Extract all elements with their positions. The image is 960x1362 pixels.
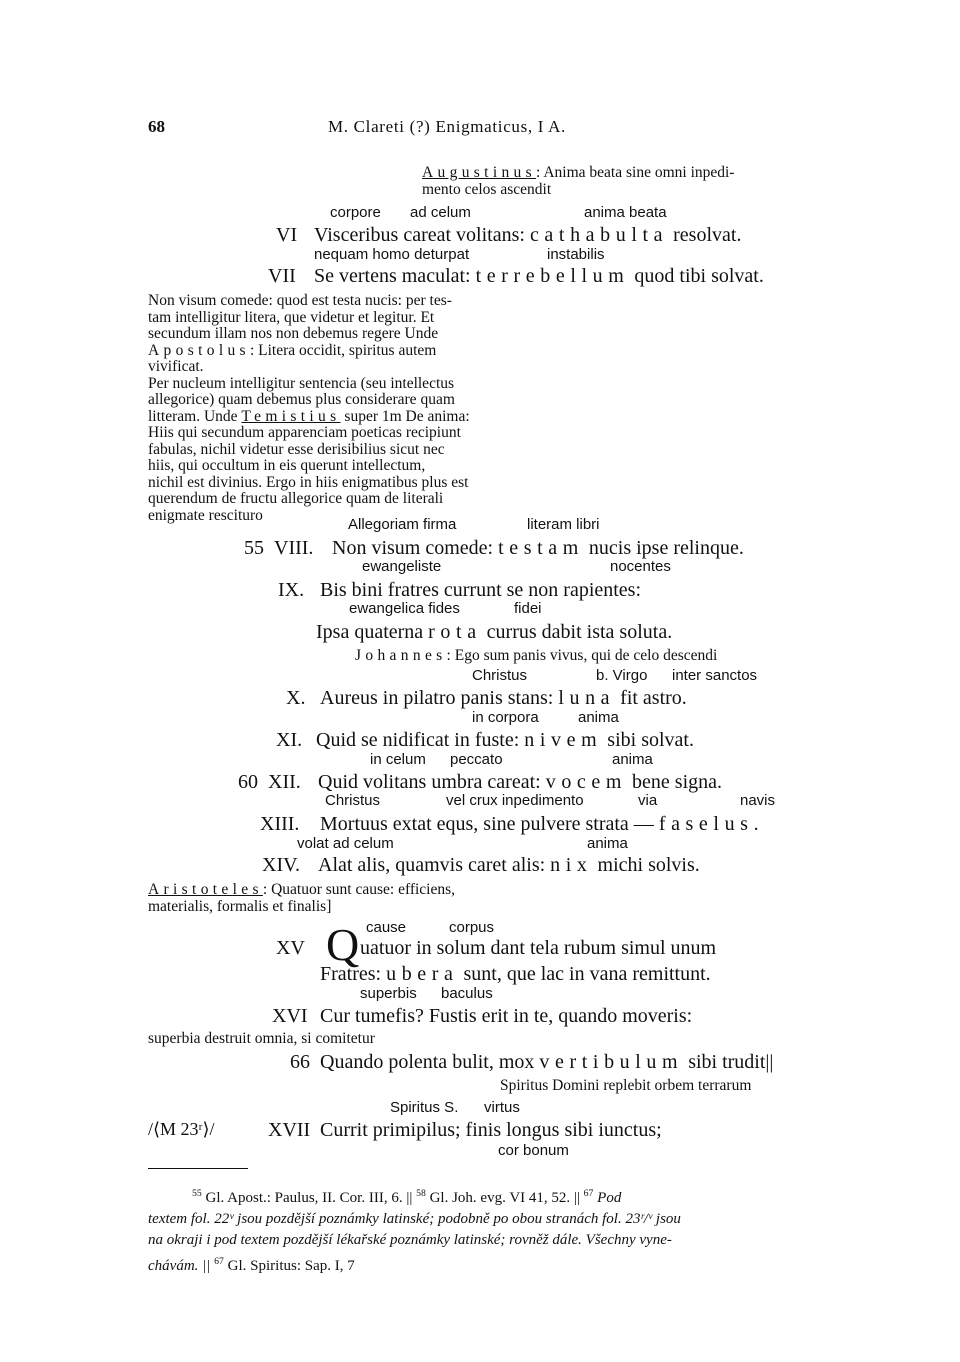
verse-vii-a: Se vertens maculat: [314,265,476,287]
verse-vii [314,266,764,286]
verse-vi-a: Visceribus careat volitans: [314,224,530,246]
commentary-line: querendum de fructu allegorice quam de literali [148,490,444,507]
verse-x-number: X. [286,687,306,709]
gloss-vii-1: nequam homo deturpat [314,246,470,263]
commentary-text: super 1m De anima: [340,407,470,425]
verse-xiv [318,855,700,875]
verse-vii-b: quod tibi solvat. [629,265,764,287]
commentary-text: litteram. Unde [148,407,242,425]
verse-vii-number: VII [268,265,296,287]
footnote-text: Gl. Apost.: Paulus, II. Cor. III, 6. || [201,1190,417,1206]
verse-xv-initial: Q [326,919,360,970]
augustinus-quote-line2: mento celos ascendit [422,181,552,198]
verse-ix-b-a: Ipsa quaterna [316,621,429,643]
verse-x [320,688,687,708]
commentary-line: tam intelligitur litera, que videtur et legitur. Et [148,308,435,326]
footnote-marker: 67 [214,1256,224,1267]
verse-xiii-number: XIII. [260,813,300,835]
verse-xvii: Currit primipilus; finis longus sibi iunctus; [320,1119,662,1141]
footnote-marker: 55 [192,1188,202,1199]
verse-xv-b [320,964,711,984]
verse-xv-b-b: sunt, que lac in vana remittunt. [458,963,711,985]
spiritus-quote: Spiritus Domini replebit orbem terrarum [500,1077,752,1094]
footnote-line: textem fol. 22ᵛ jsou pozdější poznámky latinské; podobně po obou stranách fol. 23ʳ/ᵛ jsou [148,1211,681,1227]
verse-66-key: vertibulum [539,1051,684,1073]
verse-xii [318,772,722,792]
verse-viii-b: nucis ipse relinque. [583,537,744,559]
gloss-xv-1: cause [366,919,407,936]
verse-vi-number: VI [276,224,298,246]
commentary-line: vivificat. [148,358,204,375]
verse-ix-number: IX. [278,579,305,601]
commentary-line: hiis, qui occultum in eis querunt intellectum, [148,457,426,474]
verse-ix-b-b: currus dabit ista soluta. [481,621,673,643]
superbia-note: superbia destruit omnia, si comitetur [148,1030,375,1047]
commentary-line [148,343,558,360]
gloss-xiv-1: volat ad celum [297,835,394,852]
gloss-x-1: Christus [472,667,528,684]
verse-66-b: sibi trudit|| [683,1051,774,1073]
gloss-xiii-2: vel crux inpedimento [446,792,584,809]
gloss-xii-1: in celum [370,751,426,768]
gloss-xii-3: anima [612,751,653,768]
commentary-line: allegorice) quam debemus plus considerare quam [148,391,455,408]
verse-xi [316,730,694,750]
commentary-line: secundum illam nos non debemus regere Unde [148,325,439,342]
verse-ix-b-key: rota [428,621,482,643]
footnote-rule [148,1168,248,1169]
gloss-xiii-1: Christus [325,792,381,809]
gloss-vi-1: corpore [330,204,381,221]
commentary-line: fabulas, nichil videtur esse derisibilius sicut nec [148,440,445,458]
footnote-text: Gl. Joh. evg. VI 41, 52. || [425,1190,584,1206]
verse-xi-b: sibi solvat. [602,729,694,751]
verse-66-a: Quando polenta bulit, mox [320,1051,540,1073]
gloss-viii-2: literam libri [527,516,600,533]
gloss-xvii2: cor bonum [498,1142,569,1159]
gloss-viii-1: Allegoriam firma [348,516,457,533]
footnote-line [148,1251,828,1277]
verse-xiii-a: Mortuus extat equs, sine pulvere strata — [320,813,659,835]
gloss-x-2: b. Virgo [596,667,648,684]
verse-66 [320,1052,773,1072]
running-title: M. Clareti (?) Enigmaticus, I A. [328,117,566,136]
line-number-66: 66 [290,1051,310,1073]
verse-xii-b: bene signa. [627,771,723,793]
footnotes [148,1183,828,1277]
commentary-block [148,293,558,524]
verse-vi-key: cathabulta [529,224,669,246]
commentary-line: Hiis qui secundum apparenciam poeticas recipiunt [148,424,461,441]
gloss-x-3: inter sanctos [672,667,758,684]
footnote-line [148,1183,828,1209]
commentary-line [148,409,558,426]
gloss-ix2-2: fidei [514,600,542,617]
gloss-xv-2: corpus [449,919,495,936]
gloss-xi-1: in corpora [472,709,539,726]
apostolus-name: Apostolus [148,341,250,359]
verse-xiv-number: XIV. [262,854,300,876]
augustinus-quote-line1 [422,165,734,181]
augustinus-quote-a: : Anima beata sine omni inpedi- [536,164,735,181]
gloss-xvi-1: superbis [360,985,417,1002]
verse-xvii-number: XVII [268,1119,311,1141]
verse-xiii-key: faselus [658,813,754,835]
johannes-name: Johannes [355,647,447,664]
verse-xii-number: XII. [268,771,301,793]
verse-xv-b-a: Fratres: [320,963,387,985]
gloss-vi-3: anima beata [584,204,667,221]
gloss-vii-2: instabilis [547,246,605,263]
verse-vi [314,225,741,245]
gloss-xvii-1: Spiritus S. [390,1099,459,1116]
verse-xii-key: vocem [545,771,628,793]
temistius-name: Temistius [241,407,341,425]
verse-xiv-a: Alat alis, quamvis caret alis: [318,854,551,876]
aristoteles-quote-line2: materialis, formalis et finalis] [148,898,332,915]
verse-xiv-key: nix [550,854,593,876]
verse-vi-b: resolvat. [668,224,742,246]
aristoteles-quote [148,882,455,898]
commentary-line: Per nucleum intelligitur sentencia (seu intellectus [148,374,455,392]
verse-viii-a: Non visum comede: [332,537,499,559]
line-number-60: 60 [238,771,258,793]
johannes-text: : Ego sum panis vivus, qui de celo descendi [446,647,718,664]
verse-xiii-b: . [753,813,759,835]
commentary-text: : Litera occidit, spiritus autem [249,341,437,359]
gloss-xiii-3: via [638,792,658,809]
footnote-text: Gl. Spiritus: Sap. I, 7 [223,1258,355,1274]
verse-viii [332,538,744,558]
commentary-line: enigmate rescituro [148,506,263,524]
verse-xvi-number: XVI [272,1005,308,1027]
verse-xv-a: uatuor in solum dant tela rubum simul unum [360,937,717,959]
manuscript-folio-ref: /⟨M 23ʳ⟩/ [148,1119,215,1139]
verse-vii-key: terrebellum [475,265,630,287]
line-number-55: 55 [244,537,264,559]
footnote-text: Pod [593,1190,622,1206]
verse-xi-number: XI. [276,729,303,751]
verse-xvi: Cur tumefis? Fustis erit in te, quando moveris: [320,1005,693,1027]
verse-xii-a: Quid volitans umbra careat: [318,771,546,793]
gloss-xvii-2: virtus [484,1099,520,1116]
augustinus-author: Augustinus [422,164,537,181]
verse-ix: Bis bini fratres currunt se non rapientes: [320,579,642,601]
gloss-ix-2: nocentes [610,558,671,575]
gloss-xii-2: peccato [450,751,503,768]
gloss-xi-2: anima [578,709,619,726]
verse-viii-number: VIII. [274,537,314,559]
verse-viii-key: testam [498,537,584,559]
johannes-quote [355,648,717,664]
verse-ix-b [316,622,672,642]
gloss-vi-2: ad celum [410,204,471,221]
aristoteles-text: : Quatuor sunt cause: efficiens, [262,881,456,898]
footnote-marker: 58 [416,1188,426,1199]
aristoteles-name: Aristoteles [148,881,263,898]
gloss-ix2-1: ewangelica fides [349,600,460,617]
verse-xiv-b: michi solvis. [592,854,700,876]
gloss-ix-1: ewangeliste [362,558,442,575]
verse-x-key: luna [558,687,616,709]
gloss-xiii-4: navis [740,792,776,809]
commentary-line: Non visum comede: quod est testa nucis: per tes- [148,292,452,309]
verse-xi-key: nivem [524,729,603,751]
footnote-marker: 67 [583,1188,594,1199]
verse-xv-b-key: ubera [386,963,459,985]
verse-x-b: fit astro. [615,687,687,709]
footnote-line: na okraji i pod textem pozdější lékařské poznámky latinské; rovněž dále. Všechny vyne- [148,1232,672,1248]
gloss-xiv-2: anima [587,835,628,852]
verse-xv-number: XV [276,937,305,959]
verse-xiii [320,814,759,834]
verse-x-a: Aureus in pilatro panis stans: [320,687,559,709]
commentary-line: nichil est divinius. Ergo in hiis enigmatibus plus est [148,473,469,491]
footnote-text: chávám. || [148,1258,215,1274]
page-number: 68 [148,117,165,136]
gloss-xvi-2: baculus [441,985,493,1002]
verse-xi-a: Quid se nidificat in fuste: [316,729,525,751]
